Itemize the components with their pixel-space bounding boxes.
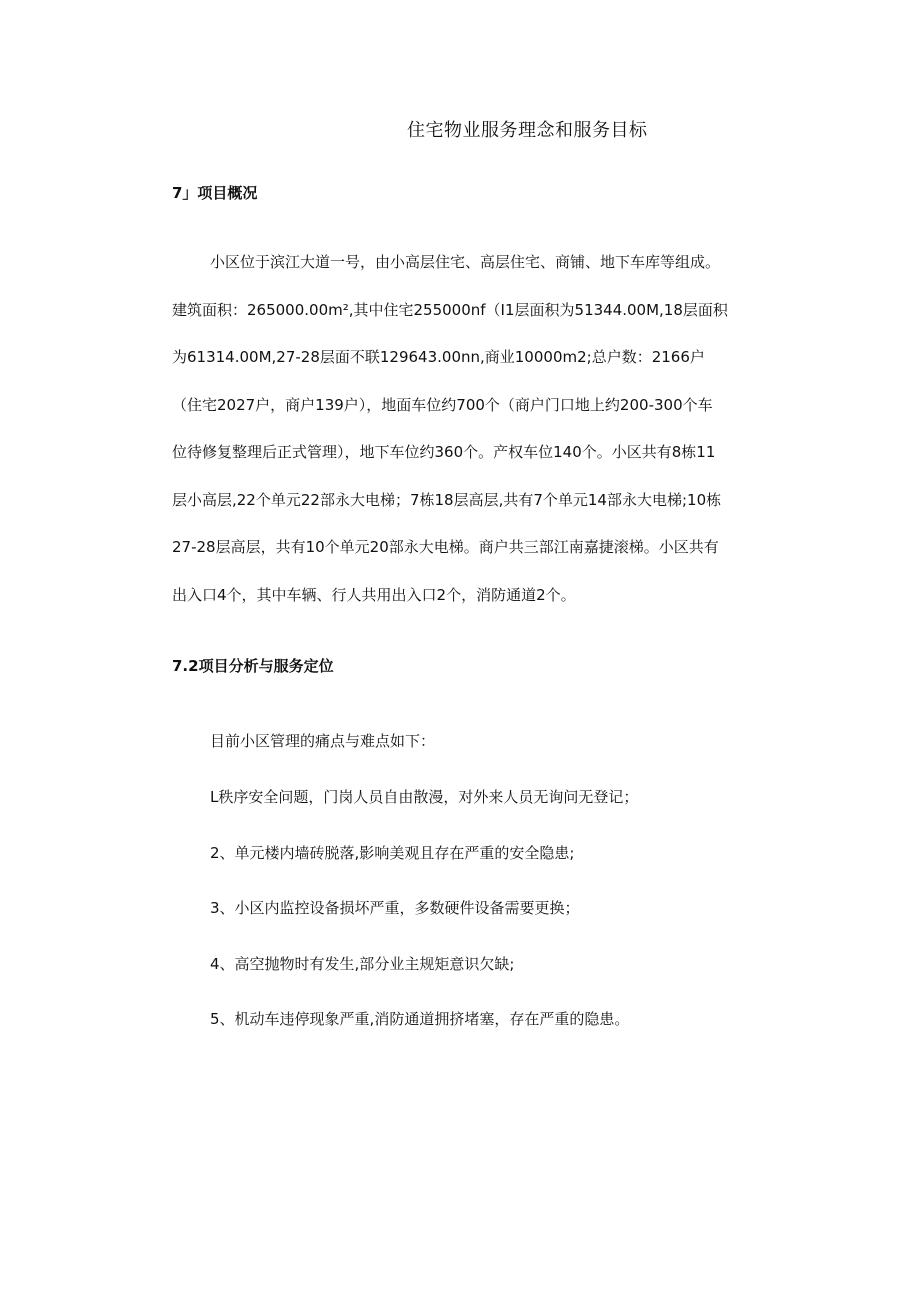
overview-paragraph: [172, 248, 812, 628]
section-heading-analysis: 7.2项目分析与服务定位: [172, 657, 334, 675]
analysis-intro: 目前小区管理的痛点与难点如下：: [210, 732, 436, 750]
list-item: 4、高空抛物时有发生,部分业主规矩意识欠缺;: [210, 954, 515, 973]
list-item: L秩序安全问题，门岗人员自由散漫，对外来人员无询问无登记；: [210, 788, 639, 806]
list-item: 3、小区内监控设备损坏严重，多数硬件设备需要更换；: [210, 899, 580, 917]
list-item: 5、机动车违停现象严重,消防通道拥挤堵塞，存在严重的隐患。: [210, 1010, 630, 1028]
section-heading-overview: 7」项目概况: [172, 184, 258, 202]
paragraph-line: 层小高层,22个单元22部永大电梯；7栋18层高层,共有7个单元14部永大电梯;10栋: [172, 490, 722, 509]
list-item: 2、单元楼内墙砖脱落,影响美观且存在严重的安全隐患;: [210, 843, 575, 862]
paragraph-line: 建筑面积：265000.00m²,其中住宅255000nf（I1层面积为51344.00M,18层面积: [172, 300, 728, 319]
document-title: 住宅物业服务理念和服务目标: [407, 120, 648, 141]
pain-point-list: [210, 785, 638, 1063]
paragraph-line: 位待修复整理后正式管理），地下车位约360个。产权车位140个。小区共有8栋11: [172, 443, 716, 461]
paragraph-line: 出入口4个，其中车辆、行人共用出入口2个，消防通道2个。: [172, 585, 576, 604]
paragraph-line: 27-28层高层，共有10个单元20部永大电梯。商户共三部江南嘉捷滚梯。小区共有: [172, 538, 719, 556]
paragraph-line: 为61314.00M,27-28层面不联129643.00nn,商业10000m2;总户数：2166户: [172, 348, 705, 366]
paragraph-line: （住宅2027户，商户139户），地面车位约700个（商户门口地上约200-300个车: [172, 395, 713, 414]
paragraph-line: 小区位于滨江大道一号，由小高层住宅、高层住宅、商铺、地下车库等组成。: [210, 253, 721, 271]
